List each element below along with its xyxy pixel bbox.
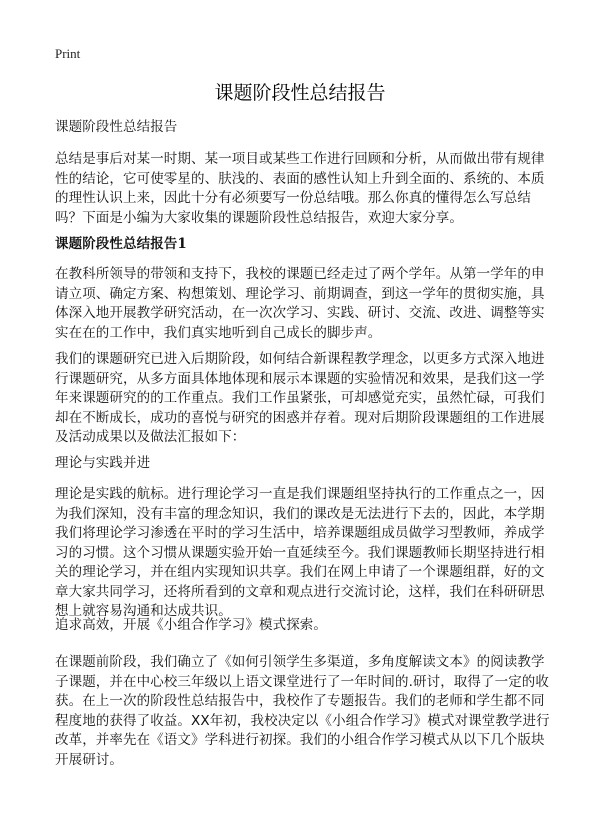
body-paragraph-3: 理论是实践的航标。进行理论学习一直是我们课题组坚持执行的工作重点之一，因为我们深知，没有丰富的理念知识，我们的课改是无法进行下去的，因此，本学期我们将理论学习渗透在平时的学习生活中，培养课题组成员做学习型教师，养成学习的习惯。这个习惯从课题实验开始一直延续至今。我们课题教师长期坚持进行相关的理论学习，并在组内实现知识共享。我们在网上申请了一个课题组群，好的文章大家共同学习，还将所看到的文章和观点进行交流讨论，这样，我们在科研研思想上就容易沟通和达成共识。	[55, 486, 545, 619]
subtitle: 课题阶段性总结报告	[55, 119, 178, 135]
page-title: 课题阶段性总结报告	[214, 82, 386, 104]
print-link[interactable]: Print	[55, 46, 81, 61]
body-paragraph-2: 我们的课题研究已进入后期阶段，如何结合新课程教学理念，以更多方式深入地进行课题研究，从多方面具体地体现和展示本课题的实验情况和效果，是我们这一学年来课题研究的的工作重点。我们工作虽紧张，可却感觉充实，虽然忙碌，可我们却在不断成长，成功的喜悦与研究的困惑并存着。现对后期阶段课题组的工作进展及活动成果以及做法汇报如下：	[55, 351, 545, 445]
subheading-group-learning: 追求高效，开展《小组合作学习》模式探索。	[55, 617, 327, 633]
intro-paragraph: 总结是事后对某一时期、某一项目或某些工作进行回顾和分析，从而做出带有规律性的结论，它可使零星的、肤浅的、表面的感性认知上升到全面的、系统的、本质的理性认识上来，因此十分有必须要写一份总结哦。那么你真的懂得怎么写总结吗？下面是小编为大家收集的课题阶段性总结报告，欢迎大家分享。	[55, 151, 545, 226]
body-paragraph-4: 在课题前阶段，我们确立了《如何引领学生多渠道，多角度解读文本》的阅读教学子课题，并在中心校三年级以上语文课堂进行了一年时间的.研讨，取得了一定的收获。在上一次的阶段性总结报告中，我校作了专题报告。我们的老师和学生都不同程度地的获得了收益。XX年初，我校决定以《小组合作学习》模式对课堂教学进行改革，并率先在《语文》学科进行初探。我们的小组合作学习模式从以下几个版块开展研讨。	[55, 654, 550, 768]
subheading-theory-practice: 理论与实践并进	[55, 455, 151, 471]
body-paragraph-1: 在教科所领导的带领和支持下，我校的课题已经走过了两个学年。从第一学年的申请立项、确定方案、构想策划、理论学习、前期调查，到这一学年的贯彻实施，具体深入地开展教学研究活动，在一次次学习、实践、研讨、交流、改进、调整等实实在在的工作中，我们真实地听到自己成长的脚步声。	[55, 266, 545, 341]
section-heading: 课题阶段性总结报告1	[55, 236, 187, 252]
